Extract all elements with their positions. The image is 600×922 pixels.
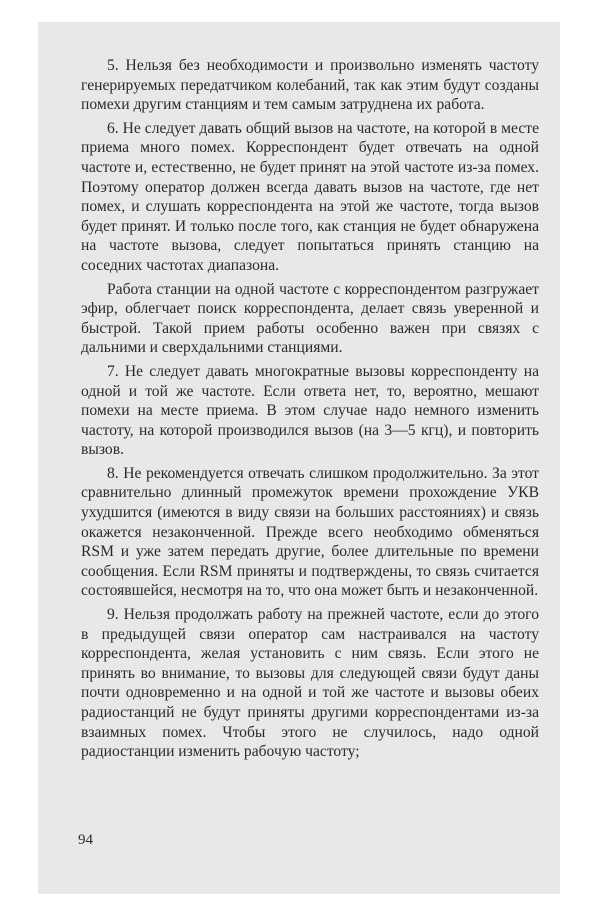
paragraph-rule-7: 7. Не следует давать многократные вызовы корреспонденту на одной и той же частоте. Если ответа нет, то, вероятно, мешают помехи на месте приема. В этом случае надо немного изменить частоту, на которой производился вызов (на 3—5 кгц), и повторить вызов. [81, 362, 539, 459]
book-page [38, 22, 560, 894]
paragraph-rule-8: 8. Не рекомендуется отвечать слишком продолжительно. За этот сравнительно длинный промежуток времени прохождение УКВ ухудшится (имеются в виду связи на больших расстояниях) и связь окажется незаконченной. Прежде всего необходимо обменяться RSM и уже затем передать другие, более длительные по времени сообщения. Если RSM приняты и подтверждены, то связь считается состоявшейся, несмотря на то, что она может быть и незаконченной. [81, 464, 539, 600]
body-text [81, 56, 539, 766]
paragraph-rule-6: 6. Не следует давать общий вызов на частоте, на которой в месте приема много помех. Корреспондент будет отвечать на одной частоте и, естественно, не будет принят на этой частоте из-за помех. Поэтому оператор должен всегда давать вызов на частоте, где нет помех, и слушать корреспондента на этой же частоте, тогда вызов будет принят. И только после того, как станция не будет обнаружена на частоте вызова, следует попытаться принять станцию на соседних частотах диапазона. [81, 119, 539, 274]
paragraph-single-frequency: Работа станции на одной частоте с корреспондентом разгружает эфир, облегчает поиск корреспондента, делает связь уверенной и быстрой. Такой прием работы особенно важен при связях с дальними и сверхдальними станциями. [81, 280, 539, 357]
paragraph-rule-9: 9. Нельзя продолжать работу на прежней частоте, если до этого в предыдущей связи оператор сам настраивался на частоту корреспондента, желая установить с ним связь. Если этого не принять во внимание, то вызовы для следующей связи будут даны почти одновременно и на одной и той же частоте и вызовы обеих радиостанций не будут приняты другими корреспондентами из-за взаимных помех. Чтобы этого не случилось, надо одной радиостанции изменить рабочую частоту; [81, 606, 539, 761]
paragraph-rule-5: 5. Нельзя без необходимости и произвольно изменять частоту генерируемых передатчиком колебаний, так как этим будут созданы помехи другим станциям и тем самым затруднена их работа. [81, 57, 539, 114]
page-number: 94 [78, 832, 93, 848]
